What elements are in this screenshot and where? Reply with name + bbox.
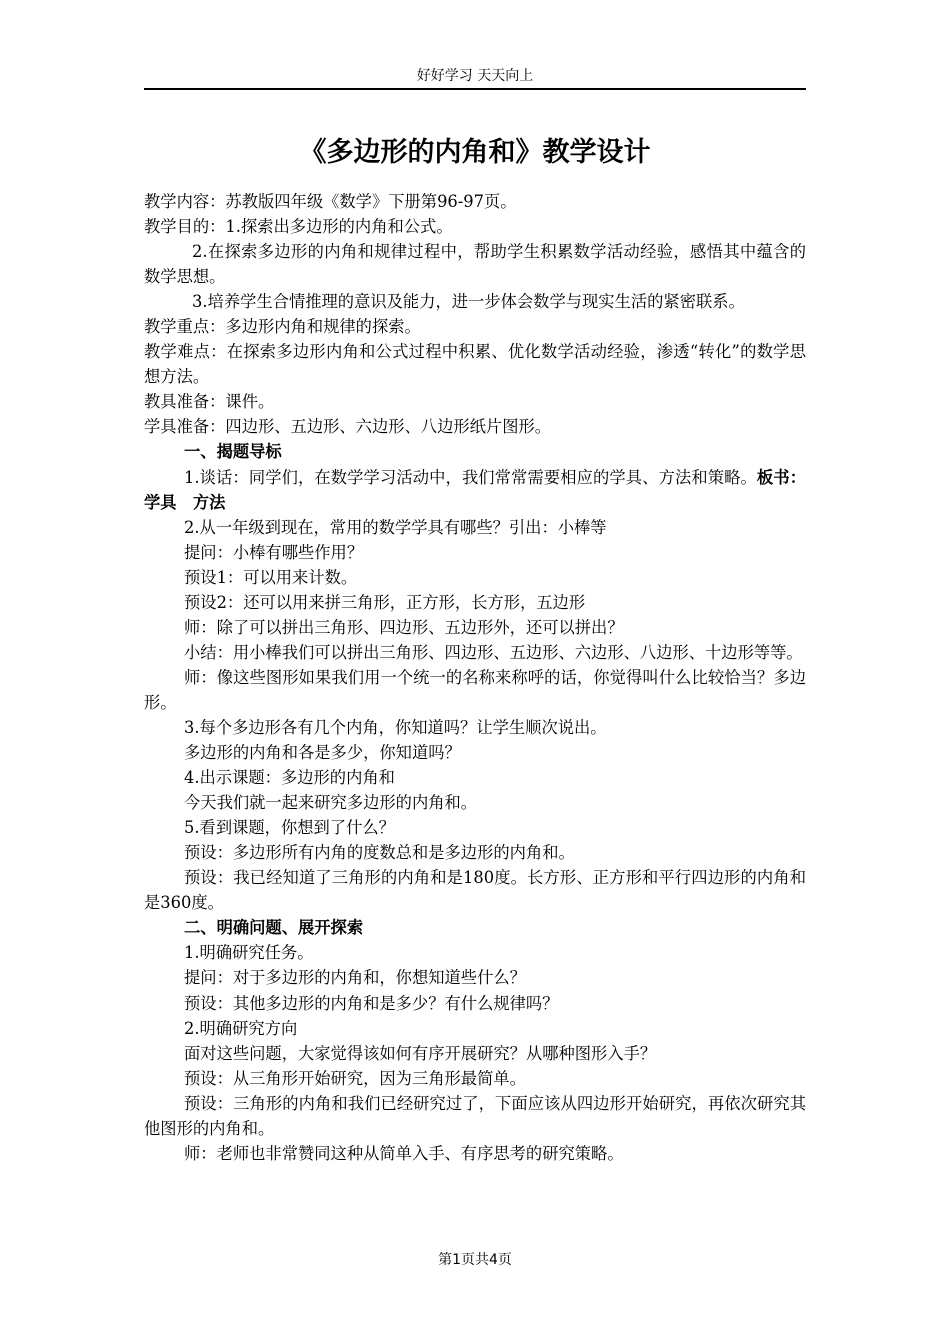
paragraph: 预设：我已经知道了三角形的内角和是180度。长方形、正方形和平行四边形的内角和是360度。 [144, 868, 806, 913]
paragraph: 今天我们就一起来研究多边形的内角和。 [184, 793, 478, 813]
paragraph: 2.明确研究方向 [184, 1018, 298, 1038]
section-heading-1: 一、揭题导标 [184, 442, 282, 462]
teaching-goal-2: 2.在探索多边形的内角和规律过程中，帮助学生积累数学活动经验，感悟其中蕴含的数学思想。 [144, 242, 806, 287]
paragraph: 提问：对于多边形的内角和，你想知道些什么？ [184, 968, 526, 988]
paragraph: 4.出示课题：多边形的内角和 [184, 768, 395, 788]
page-footer: 第1页共4页 [438, 1252, 512, 1268]
paragraph: 预设：从三角形开始研究，因为三角形最简单。 [184, 1068, 526, 1088]
paragraph: 预设1：可以用来计数。 [184, 567, 358, 587]
paragraph: 师：除了可以拼出三角形、四边形、五边形外，还可以拼出？ [184, 617, 624, 637]
header-divider [144, 88, 806, 90]
paragraph: 预设：三角形的内角和我们已经研究过了，下面应该从四边形开始研究，再依次研究其他图形的内角和。 [144, 1093, 806, 1138]
paragraph: 预设：其他多边形的内角和是多少？有什么规律吗？ [184, 993, 559, 1013]
teaching-goal-3: 3.培养学生合情推理的意识及能力，进一步体会数学与现实生活的紧密联系。 [192, 292, 745, 312]
paragraph: 2.从一年级到现在，常用的数学学具有哪些？引出：小棒等 [184, 517, 607, 537]
paragraph: 预设2：还可以用来拼三角形，正方形，长方形，五边形 [184, 592, 586, 612]
paragraph: 1.明确研究任务。 [184, 943, 314, 963]
paragraph: 师：老师也非常赞同这种从简单入手、有序思考的研究策略。 [184, 1143, 624, 1163]
paragraph: 提问：小棒有哪些作用？ [184, 542, 364, 562]
paragraph: 师：像这些图形如果我们用一个统一的名称来称呼的话，你觉得叫什么比较恰当？多边形。 [144, 667, 806, 712]
section-heading-2: 二、明确问题、展开探索 [184, 918, 364, 938]
paragraph: 多边形的内角和各是多少，你知道吗？ [184, 743, 461, 763]
paragraph: 预设：多边形所有内角的度数总和是多边形的内角和。 [184, 843, 575, 863]
page-header: 好好学习 天天向上 [416, 68, 534, 84]
teaching-goal-1: 教学目的：1.探索出多边形的内角和公式。 [144, 217, 453, 237]
paragraph [144, 465, 806, 515]
paragraph-text: 1.谈话：同学们，在数学学习活动中，我们常常需要相应的学具、方法和策略。 [184, 467, 757, 487]
paragraph: 小结：用小棒我们可以拼出三角形、四边形、五边形、六边形、八边形、十边形等等。 [184, 642, 803, 662]
paragraph: 5.看到课题，你想到了什么？ [184, 818, 395, 838]
key-point: 教学重点：多边形内角和规律的探索。 [144, 317, 421, 337]
paragraph: 面对这些问题，大家觉得该如何有序开展研究？从哪种图形入手？ [184, 1043, 657, 1063]
difficult-point: 教学难点：在探索多边形内角和公式过程中积累、优化数学活动经验，渗透“转化”的数学思想方法。 [144, 342, 806, 387]
document-title: 《多边形的内角和》教学设计 [299, 137, 651, 168]
paragraph: 3.每个多边形各有几个内角，你知道吗？让学生顺次说出。 [184, 717, 607, 737]
teaching-content: 教学内容：苏教版四年级《数学》下册第96-97页。 [144, 192, 517, 211]
teaching-aids: 教具准备：课件。 [144, 392, 275, 412]
document-body [144, 189, 806, 1166]
student-aids: 学具准备：四边形、五边形、六边形、八边形纸片图形。 [144, 417, 552, 437]
blackboard-note: 板书：学具 方法 [144, 467, 806, 512]
